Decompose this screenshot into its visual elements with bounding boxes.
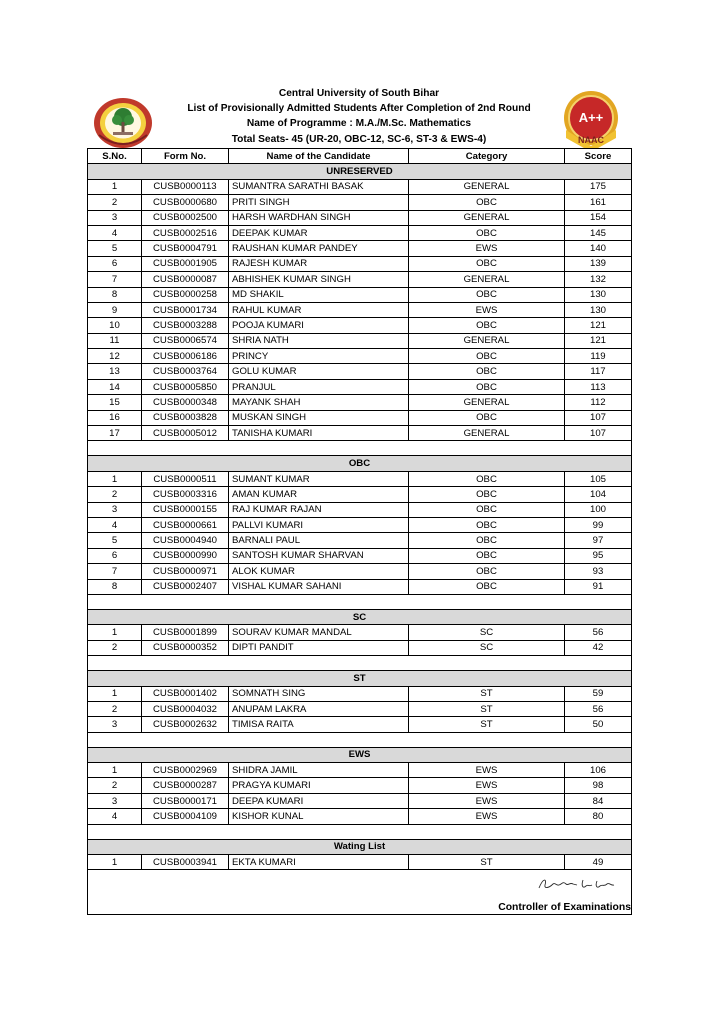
- cell-candidate-name: AMAN KUMAR: [229, 487, 409, 502]
- cell-candidate-name: SHRIA NATH: [229, 333, 409, 348]
- table-row: [88, 287, 632, 302]
- section-heading-row: [88, 456, 632, 471]
- section-heading-row: [88, 747, 632, 762]
- cell-score: 99: [565, 517, 632, 532]
- cell-category: ST: [409, 855, 565, 870]
- cell-sno: 5: [88, 241, 142, 256]
- cell-form-no: CUSB0002969: [142, 763, 229, 778]
- cell-candidate-name: VISHAL KUMAR SAHANI: [229, 579, 409, 594]
- cell-form-no: CUSB0004940: [142, 533, 229, 548]
- cell-form-no: CUSB0003316: [142, 487, 229, 502]
- cell-candidate-name: TANISHA KUMARI: [229, 426, 409, 441]
- cell-score: 113: [565, 379, 632, 394]
- cell-sno: 5: [88, 533, 142, 548]
- cell-candidate-name: PRINCY: [229, 349, 409, 364]
- cell-sno: 8: [88, 579, 142, 594]
- cell-form-no: CUSB0000087: [142, 272, 229, 287]
- cell-form-no: CUSB0005850: [142, 379, 229, 394]
- cell-sno: 4: [88, 225, 142, 240]
- cell-score: 117: [565, 364, 632, 379]
- cell-candidate-name: HARSH WARDHAN SINGH: [229, 210, 409, 225]
- table-row: [88, 333, 632, 348]
- cell-form-no: CUSB0001734: [142, 302, 229, 317]
- table-row: [88, 640, 632, 655]
- cell-sno: 2: [88, 778, 142, 793]
- cell-form-no: CUSB0000113: [142, 179, 229, 194]
- cell-form-no: CUSB0002632: [142, 717, 229, 732]
- document-header: [87, 86, 631, 147]
- cell-candidate-name: GOLU KUMAR: [229, 364, 409, 379]
- cell-candidate-name: RAUSHAN KUMAR PANDEY: [229, 241, 409, 256]
- cell-form-no: CUSB0000171: [142, 793, 229, 808]
- cell-sno: 8: [88, 287, 142, 302]
- section-spacer: [88, 441, 632, 456]
- cell-candidate-name: EKTA KUMARI: [229, 855, 409, 870]
- university-logo: [93, 97, 153, 149]
- section-title: OBC: [88, 456, 632, 471]
- cell-sno: 1: [88, 471, 142, 486]
- cell-candidate-name: BARNALI PAUL: [229, 533, 409, 548]
- cell-candidate-name: MUSKAN SINGH: [229, 410, 409, 425]
- cell-candidate-name: RAJ KUMAR RAJAN: [229, 502, 409, 517]
- cell-form-no: CUSB0003764: [142, 364, 229, 379]
- table-row: [88, 379, 632, 394]
- total-seats: Total Seats- 45 (UR-20, OBC-12, SC-6, ST-3 & EWS-4): [231, 133, 487, 145]
- cell-sno: 1: [88, 625, 142, 640]
- cell-category: OBC: [409, 349, 565, 364]
- cell-score: 130: [565, 302, 632, 317]
- cell-score: 175: [565, 179, 632, 194]
- table-row: [88, 517, 632, 532]
- admission-table: [87, 148, 632, 870]
- cell-form-no: CUSB0004032: [142, 701, 229, 716]
- section-heading-row: [88, 671, 632, 686]
- cell-category: OBC: [409, 195, 565, 210]
- cell-score: 104: [565, 487, 632, 502]
- table-row: [88, 533, 632, 548]
- cell-candidate-name: DEEPA KUMARI: [229, 793, 409, 808]
- cell-category: OBC: [409, 502, 565, 517]
- cell-candidate-name: ALOK KUMAR: [229, 564, 409, 579]
- cell-candidate-name: POOJA KUMARI: [229, 318, 409, 333]
- cell-form-no: CUSB0000348: [142, 395, 229, 410]
- section-spacer: [88, 824, 632, 839]
- cell-category: GENERAL: [409, 333, 565, 348]
- cell-sno: 6: [88, 548, 142, 563]
- cell-score: 154: [565, 210, 632, 225]
- cell-candidate-name: ANUPAM LAKRA: [229, 701, 409, 716]
- cell-sno: 7: [88, 272, 142, 287]
- cell-score: 112: [565, 395, 632, 410]
- cell-category: OBC: [409, 533, 565, 548]
- table-row: [88, 225, 632, 240]
- cell-score: 56: [565, 701, 632, 716]
- col-sno-header: S.No.: [88, 149, 142, 164]
- programme-name: Name of Programme : M.A./M.Sc. Mathematics: [246, 118, 472, 130]
- cell-category: OBC: [409, 318, 565, 333]
- table-row: [88, 471, 632, 486]
- cell-candidate-name: SOURAV KUMAR MANDAL: [229, 625, 409, 640]
- cell-form-no: CUSB0006574: [142, 333, 229, 348]
- cell-score: 91: [565, 579, 632, 594]
- cell-sno: 10: [88, 318, 142, 333]
- cell-score: 98: [565, 778, 632, 793]
- cell-score: 121: [565, 333, 632, 348]
- table-row: [88, 701, 632, 716]
- cell-category: EWS: [409, 778, 565, 793]
- cell-category: ST: [409, 717, 565, 732]
- cell-form-no: CUSB0000287: [142, 778, 229, 793]
- cell-score: 130: [565, 287, 632, 302]
- cell-category: OBC: [409, 548, 565, 563]
- cell-candidate-name: SANTOSH KUMAR SHARVAN: [229, 548, 409, 563]
- cell-score: 106: [565, 763, 632, 778]
- cell-category: EWS: [409, 763, 565, 778]
- table-row: [88, 548, 632, 563]
- cell-form-no: CUSB0004791: [142, 241, 229, 256]
- cell-category: ST: [409, 686, 565, 701]
- list-title: List of Provisionally Admitted Students After Completion of 2nd Round: [187, 103, 531, 115]
- cell-category: OBC: [409, 517, 565, 532]
- cell-score: 100: [565, 502, 632, 517]
- section-heading-row: [88, 609, 632, 624]
- col-category-header: Category: [409, 149, 565, 164]
- cell-form-no: CUSB0000661: [142, 517, 229, 532]
- cell-form-no: CUSB0003941: [142, 855, 229, 870]
- cell-form-no: CUSB0002516: [142, 225, 229, 240]
- naac-label: NAAC: [578, 135, 604, 145]
- table-row: [88, 579, 632, 594]
- cell-sno: 1: [88, 686, 142, 701]
- cell-sno: 6: [88, 256, 142, 271]
- cell-category: GENERAL: [409, 210, 565, 225]
- cell-candidate-name: PRAGYA KUMARI: [229, 778, 409, 793]
- cell-score: 107: [565, 426, 632, 441]
- cell-score: 161: [565, 195, 632, 210]
- cell-score: 145: [565, 225, 632, 240]
- table-row: [88, 763, 632, 778]
- cell-candidate-name: PRANJUL: [229, 379, 409, 394]
- signature-icon: [537, 876, 617, 892]
- table-row: [88, 410, 632, 425]
- cell-form-no: CUSB0001905: [142, 256, 229, 271]
- cell-score: 80: [565, 809, 632, 824]
- table-row: [88, 426, 632, 441]
- cell-form-no: CUSB0005012: [142, 426, 229, 441]
- table-row: [88, 349, 632, 364]
- section-title: SC: [88, 609, 632, 624]
- col-name-header: Name of the Candidate: [229, 149, 409, 164]
- cell-sno: 11: [88, 333, 142, 348]
- cell-sno: 15: [88, 395, 142, 410]
- cell-form-no: CUSB0000511: [142, 471, 229, 486]
- naac-badge-icon: [562, 90, 620, 154]
- table-row: [88, 686, 632, 701]
- footer: [87, 868, 632, 915]
- table-row: [88, 809, 632, 824]
- cell-score: 140: [565, 241, 632, 256]
- table-row: [88, 502, 632, 517]
- cell-category: OBC: [409, 471, 565, 486]
- cell-sno: 4: [88, 809, 142, 824]
- table-row: [88, 625, 632, 640]
- cell-category: GENERAL: [409, 179, 565, 194]
- cell-candidate-name: KISHOR KUNAL: [229, 809, 409, 824]
- section-spacer: [88, 594, 632, 609]
- cell-candidate-name: DIPTI PANDIT: [229, 640, 409, 655]
- cell-category: OBC: [409, 579, 565, 594]
- cell-sno: 1: [88, 855, 142, 870]
- cell-candidate-name: PRITI SINGH: [229, 195, 409, 210]
- table-row: [88, 395, 632, 410]
- cell-category: SC: [409, 625, 565, 640]
- table-row: [88, 241, 632, 256]
- section-spacer: [88, 656, 632, 671]
- cell-form-no: CUSB0000971: [142, 564, 229, 579]
- cell-category: EWS: [409, 241, 565, 256]
- cell-category: GENERAL: [409, 426, 565, 441]
- cell-candidate-name: MAYANK SHAH: [229, 395, 409, 410]
- cell-score: 119: [565, 349, 632, 364]
- cell-category: EWS: [409, 809, 565, 824]
- section-title: ST: [88, 671, 632, 686]
- cell-form-no: CUSB0000680: [142, 195, 229, 210]
- table-row: [88, 195, 632, 210]
- table-row: [88, 210, 632, 225]
- table-header-row: [88, 149, 632, 164]
- cell-category: OBC: [409, 564, 565, 579]
- cell-form-no: CUSB0000258: [142, 287, 229, 302]
- cell-score: 56: [565, 625, 632, 640]
- cell-candidate-name: MD SHAKIL: [229, 287, 409, 302]
- section-spacer: [88, 732, 632, 747]
- cell-sno: 3: [88, 210, 142, 225]
- cell-candidate-name: RAHUL KUMAR: [229, 302, 409, 317]
- cell-form-no: CUSB0001899: [142, 625, 229, 640]
- cell-form-no: CUSB0002407: [142, 579, 229, 594]
- cell-sno: 3: [88, 717, 142, 732]
- cell-category: GENERAL: [409, 272, 565, 287]
- cell-form-no: CUSB0000352: [142, 640, 229, 655]
- cell-category: OBC: [409, 487, 565, 502]
- cell-sno: 4: [88, 517, 142, 532]
- cell-category: EWS: [409, 302, 565, 317]
- cell-form-no: CUSB0001402: [142, 686, 229, 701]
- table-row: [88, 717, 632, 732]
- cell-form-no: CUSB0000990: [142, 548, 229, 563]
- section-title: UNRESERVED: [88, 164, 632, 179]
- section-title: Wating List: [88, 839, 632, 854]
- col-formno-header: Form No.: [142, 149, 229, 164]
- table-row: [88, 364, 632, 379]
- section-title: EWS: [88, 747, 632, 762]
- cell-score: 132: [565, 272, 632, 287]
- cell-score: 139: [565, 256, 632, 271]
- cell-sno: 14: [88, 379, 142, 394]
- table-row: [88, 318, 632, 333]
- table-row: [88, 564, 632, 579]
- table-row: [88, 272, 632, 287]
- table-row: [88, 793, 632, 808]
- cell-category: OBC: [409, 410, 565, 425]
- cell-candidate-name: RAJESH KUMAR: [229, 256, 409, 271]
- cell-sno: 7: [88, 564, 142, 579]
- cell-form-no: CUSB0004109: [142, 809, 229, 824]
- cell-candidate-name: DEEPAK KUMAR: [229, 225, 409, 240]
- cell-sno: 3: [88, 502, 142, 517]
- cell-category: ST: [409, 701, 565, 716]
- cell-sno: 2: [88, 640, 142, 655]
- university-name: Central University of South Bihar: [278, 88, 440, 99]
- cell-sno: 1: [88, 763, 142, 778]
- cell-form-no: CUSB0002500: [142, 210, 229, 225]
- cell-category: SC: [409, 640, 565, 655]
- cell-category: OBC: [409, 256, 565, 271]
- cell-candidate-name: SOMNATH SING: [229, 686, 409, 701]
- cell-sno: 2: [88, 195, 142, 210]
- cell-score: 50: [565, 717, 632, 732]
- table-row: [88, 179, 632, 194]
- cell-sno: 2: [88, 701, 142, 716]
- cell-sno: 3: [88, 793, 142, 808]
- cell-sno: 17: [88, 426, 142, 441]
- cell-category: OBC: [409, 379, 565, 394]
- cell-category: EWS: [409, 793, 565, 808]
- cell-category: OBC: [409, 287, 565, 302]
- cell-candidate-name: ABHISHEK KUMAR SINGH: [229, 272, 409, 287]
- cell-score: 59: [565, 686, 632, 701]
- cell-candidate-name: SUMANT KUMAR: [229, 471, 409, 486]
- table-row: [88, 778, 632, 793]
- cell-form-no: CUSB0003288: [142, 318, 229, 333]
- cell-form-no: CUSB0003828: [142, 410, 229, 425]
- cell-score: 95: [565, 548, 632, 563]
- col-score-header: Score: [565, 149, 632, 164]
- cell-candidate-name: PALLVI KUMARI: [229, 517, 409, 532]
- cell-form-no: CUSB0006186: [142, 349, 229, 364]
- cell-score: 42: [565, 640, 632, 655]
- cell-score: 97: [565, 533, 632, 548]
- naac-grade: A++: [578, 110, 604, 125]
- cell-category: OBC: [409, 364, 565, 379]
- cell-candidate-name: SUMANTRA SARATHI BASAK: [229, 179, 409, 194]
- cell-sno: 16: [88, 410, 142, 425]
- cell-sno: 2: [88, 487, 142, 502]
- section-heading-row: [88, 839, 632, 854]
- cell-category: OBC: [409, 225, 565, 240]
- cell-score: 49: [565, 855, 632, 870]
- cell-score: 93: [565, 564, 632, 579]
- table-row: [88, 256, 632, 271]
- cell-candidate-name: SHIDRA JAMIL: [229, 763, 409, 778]
- table-row: [88, 487, 632, 502]
- cell-candidate-name: TIMISA RAITA: [229, 717, 409, 732]
- cell-category: GENERAL: [409, 395, 565, 410]
- cell-score: 105: [565, 471, 632, 486]
- cell-form-no: CUSB0000155: [142, 502, 229, 517]
- table-body: [88, 164, 632, 870]
- cell-sno: 13: [88, 364, 142, 379]
- cell-score: 107: [565, 410, 632, 425]
- cell-score: 121: [565, 318, 632, 333]
- cell-sno: 9: [88, 302, 142, 317]
- section-heading-row: [88, 164, 632, 179]
- cell-score: 84: [565, 793, 632, 808]
- cell-sno: 1: [88, 179, 142, 194]
- table-row: [88, 302, 632, 317]
- controller-designation: Controller of Examinations: [498, 902, 631, 913]
- cell-sno: 12: [88, 349, 142, 364]
